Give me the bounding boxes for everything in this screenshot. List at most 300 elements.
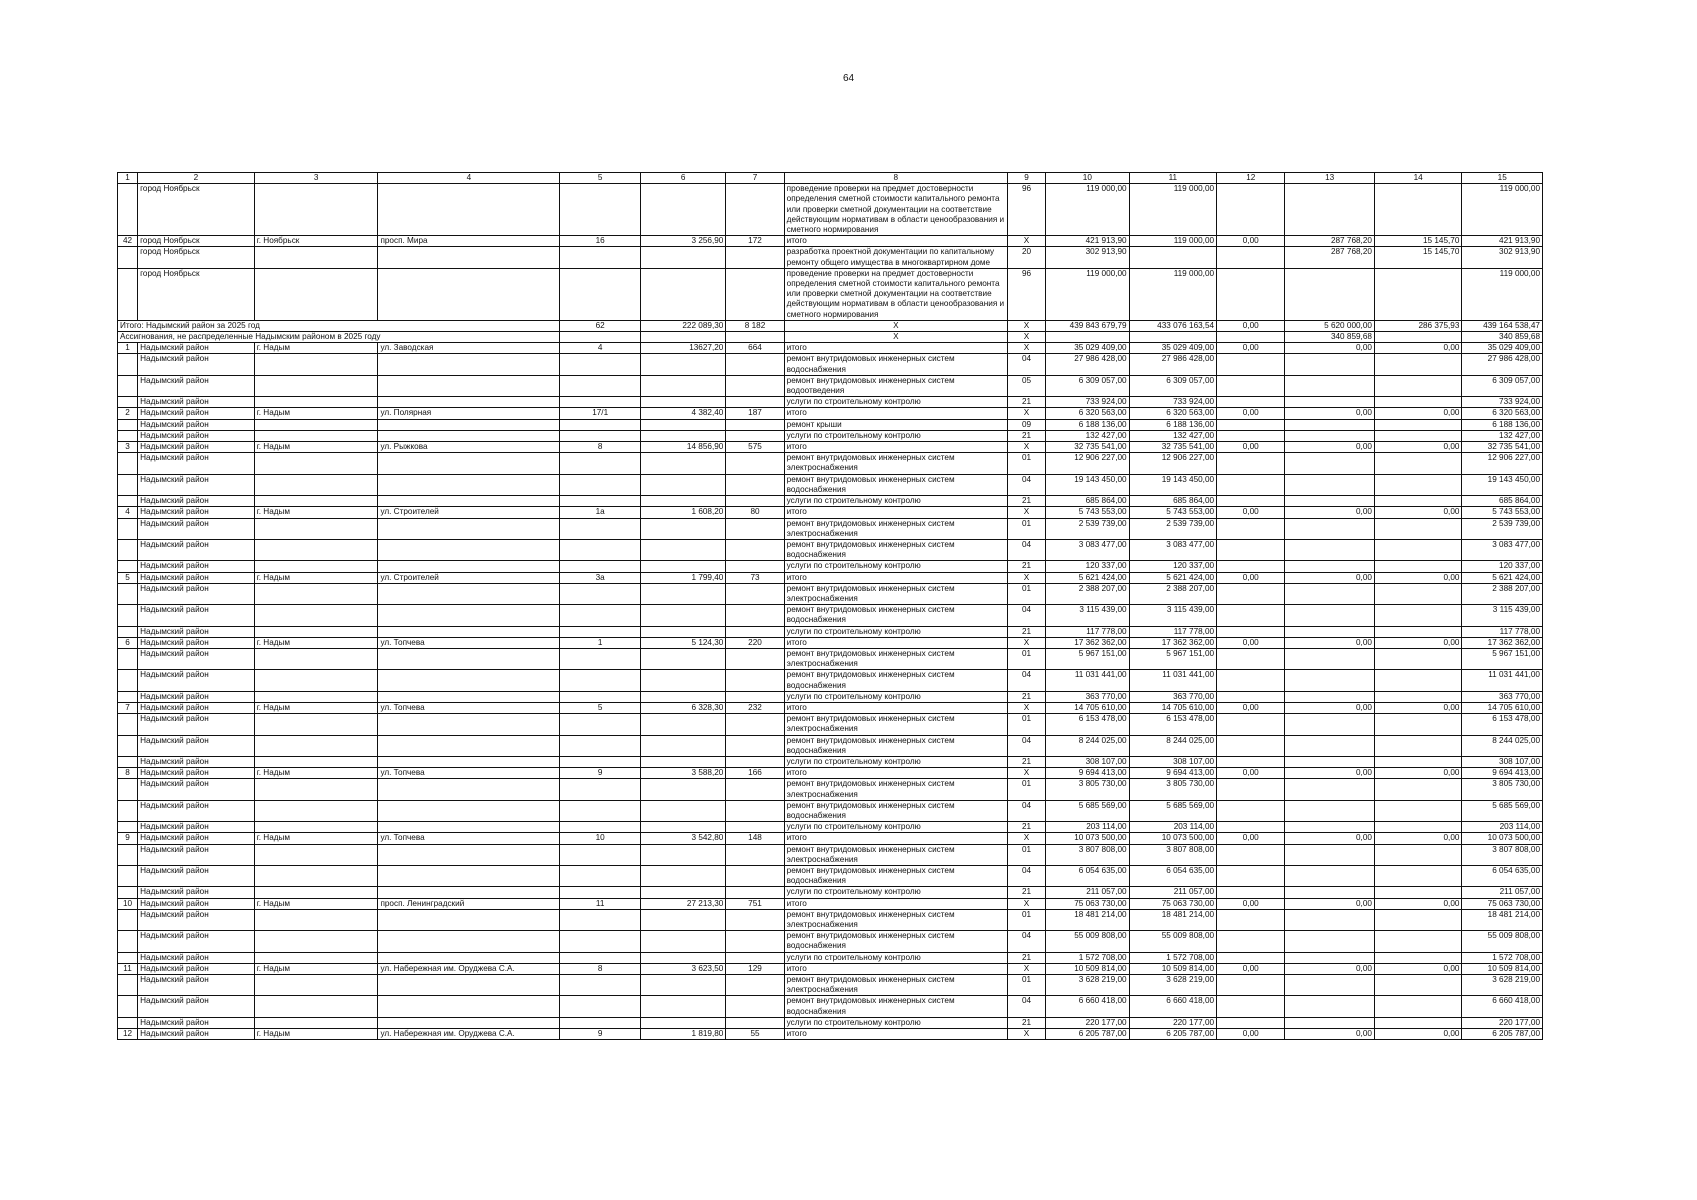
table-cell	[1374, 496, 1461, 507]
table-cell: 132 427,00	[1462, 430, 1543, 441]
table-cell: 120 337,00	[1129, 561, 1216, 572]
table-cell	[560, 931, 640, 952]
table-cell: Надымский район	[138, 931, 255, 952]
table-cell	[1285, 909, 1375, 930]
table-cell: Х	[1007, 1029, 1045, 1040]
table-cell	[118, 887, 138, 898]
table-cell: 6 660 418,00	[1129, 996, 1216, 1017]
table-cell: 4 382,40	[640, 408, 725, 419]
table-cell: 3 807 808,00	[1129, 844, 1216, 865]
work-type-cell: итого	[784, 768, 1007, 779]
work-type-cell: проведение проверки на предмет достоверности определения сметной стоимости капитального ремонта или проверки сметной документации на соответствие действующим нормативам в области ценообразования и сметного нормирования	[784, 268, 1007, 320]
table-row	[118, 779, 1543, 800]
table-cell: 11	[560, 898, 640, 909]
table-cell: 0,00	[1374, 768, 1461, 779]
table-row	[118, 408, 1543, 419]
table-cell	[378, 670, 560, 691]
table-cell: 3 628 219,00	[1462, 975, 1543, 996]
table-cell	[254, 822, 378, 833]
table-cell: 04	[1007, 735, 1045, 756]
table-cell: 75 063 730,00	[1129, 898, 1216, 909]
table-cell: 733 924,00	[1046, 397, 1129, 408]
table-cell	[254, 354, 378, 375]
table-cell: 187	[726, 408, 784, 419]
table-cell: 0,00	[1217, 408, 1285, 419]
table-cell	[118, 779, 138, 800]
table-cell	[726, 626, 784, 637]
table-cell	[726, 975, 784, 996]
table-cell	[1285, 397, 1375, 408]
table-cell: 6 328,30	[640, 702, 725, 713]
table-cell: 3 628 219,00	[1046, 975, 1129, 996]
table-cell: 119 000,00	[1129, 268, 1216, 320]
table-cell	[1374, 583, 1461, 604]
table-cell: 203 114,00	[1046, 822, 1129, 833]
table-cell: 73	[726, 572, 784, 583]
table-cell	[560, 648, 640, 669]
table-cell: 35 029 409,00	[1046, 343, 1129, 354]
table-cell	[1129, 247, 1216, 268]
table-cell	[1217, 518, 1285, 539]
table-cell	[378, 756, 560, 767]
table-cell	[560, 332, 640, 343]
table-cell	[118, 268, 138, 320]
table-row	[118, 909, 1543, 930]
table-cell: 3 256,90	[640, 236, 725, 247]
work-type-cell: итого	[784, 236, 1007, 247]
table-row	[118, 572, 1543, 583]
table-cell: 575	[726, 442, 784, 453]
table-row	[118, 626, 1543, 637]
table-cell	[378, 419, 560, 430]
table-row	[118, 887, 1543, 898]
table-cell: 10 073 500,00	[1046, 833, 1129, 844]
table-cell: Надымский район	[138, 419, 255, 430]
table-cell: 3а	[560, 572, 640, 583]
table-cell: 2 539 739,00	[1129, 518, 1216, 539]
table-row	[118, 637, 1543, 648]
table-cell: 222 089,30	[640, 320, 725, 331]
table-cell	[378, 1017, 560, 1028]
table-cell	[1217, 756, 1285, 767]
table-cell: Надымский район	[138, 539, 255, 560]
table-cell: 421 913,90	[1462, 236, 1543, 247]
table-cell	[118, 453, 138, 474]
table-cell	[378, 354, 560, 375]
table-cell: 0,00	[1374, 507, 1461, 518]
work-type-cell: ремонт внутридомовых инженерных систем электроснабжения	[784, 844, 1007, 865]
table-cell	[560, 605, 640, 626]
table-cell	[1217, 605, 1285, 626]
table-cell	[378, 430, 560, 441]
table-cell	[254, 268, 378, 320]
table-cell: Надымский район	[138, 637, 255, 648]
table-cell	[254, 397, 378, 408]
column-header: 6	[640, 173, 725, 184]
table-cell: Х	[1007, 898, 1045, 909]
table-cell	[1285, 474, 1375, 495]
table-cell: 119 000,00	[1046, 184, 1129, 236]
table-cell	[254, 648, 378, 669]
table-cell	[254, 691, 378, 702]
table-cell: 80	[726, 507, 784, 518]
table-cell	[640, 931, 725, 952]
work-type-cell: ремонт внутридомовых инженерных систем водоотведения	[784, 375, 1007, 396]
table-cell: 3 083 477,00	[1046, 539, 1129, 560]
table-row	[118, 648, 1543, 669]
work-type-cell: услуги по строительному контролю	[784, 1017, 1007, 1028]
table-cell: 3 628 219,00	[1129, 975, 1216, 996]
table-cell	[640, 184, 725, 236]
table-row	[118, 898, 1543, 909]
table-cell	[726, 1017, 784, 1028]
table-cell: Надымский район	[138, 963, 255, 974]
table-cell	[1217, 561, 1285, 572]
table-cell: 04	[1007, 354, 1045, 375]
table-cell: 01	[1007, 844, 1045, 865]
table-cell	[726, 779, 784, 800]
table-cell	[726, 397, 784, 408]
table-cell: Надымский район	[138, 866, 255, 887]
table-cell	[118, 714, 138, 735]
table-cell: 21	[1007, 691, 1045, 702]
work-type-cell: услуги по строительному контролю	[784, 496, 1007, 507]
table-row	[118, 702, 1543, 713]
table-cell: 0,00	[1285, 408, 1375, 419]
table-cell	[254, 996, 378, 1017]
table-cell: 5 621 424,00	[1462, 572, 1543, 583]
table-cell: 3	[118, 442, 138, 453]
table-cell	[560, 975, 640, 996]
table-cell	[1285, 714, 1375, 735]
table-cell	[254, 887, 378, 898]
table-cell	[726, 539, 784, 560]
table-cell: 6 320 563,00	[1462, 408, 1543, 419]
table-cell	[560, 735, 640, 756]
table-cell	[1374, 887, 1461, 898]
work-type-cell: услуги по строительному контролю	[784, 952, 1007, 963]
table-cell	[726, 866, 784, 887]
table-cell	[640, 866, 725, 887]
table-cell	[640, 474, 725, 495]
table-cell	[1217, 354, 1285, 375]
table-cell	[1285, 453, 1375, 474]
column-header: 12	[1217, 173, 1285, 184]
table-row	[118, 1029, 1543, 1040]
table-cell	[1285, 866, 1375, 887]
work-type-cell: услуги по строительному контролю	[784, 887, 1007, 898]
table-cell	[1217, 909, 1285, 930]
table-cell: 6	[118, 637, 138, 648]
table-cell	[378, 996, 560, 1017]
table-cell	[560, 474, 640, 495]
table-cell: 6 309 057,00	[1046, 375, 1129, 396]
table-cell	[118, 931, 138, 952]
table-row	[118, 320, 1543, 331]
work-type-cell: итого	[784, 442, 1007, 453]
table-cell: 0,00	[1217, 637, 1285, 648]
table-cell	[640, 648, 725, 669]
table-cell: 3 588,20	[640, 768, 725, 779]
table-cell	[1285, 583, 1375, 604]
table-cell	[560, 952, 640, 963]
table-cell: Надымский район	[138, 626, 255, 637]
table-cell	[118, 866, 138, 887]
table-cell: 363 770,00	[1129, 691, 1216, 702]
table-cell: 0,00	[1217, 898, 1285, 909]
table-cell	[378, 952, 560, 963]
table-cell: 6 054 635,00	[1129, 866, 1216, 887]
table-cell: 10	[560, 833, 640, 844]
table-cell	[726, 735, 784, 756]
table-cell	[726, 909, 784, 930]
table-cell: 55 009 808,00	[1462, 931, 1543, 952]
table-cell	[640, 714, 725, 735]
table-cell: 5 967 151,00	[1462, 648, 1543, 669]
table-cell: 04	[1007, 670, 1045, 691]
table-cell: 09	[1007, 419, 1045, 430]
table-cell	[378, 184, 560, 236]
table-cell	[560, 887, 640, 898]
table-row	[118, 866, 1543, 887]
table-cell: Надымский район	[138, 756, 255, 767]
table-cell: 01	[1007, 714, 1045, 735]
table-cell: 132 427,00	[1129, 430, 1216, 441]
table-cell: город Ноябрьск	[138, 184, 255, 236]
table-cell	[1285, 975, 1375, 996]
table-cell: 0,00	[1285, 1029, 1375, 1040]
table-cell	[560, 779, 640, 800]
table-cell	[118, 474, 138, 495]
table-cell	[1217, 1017, 1285, 1028]
table-cell: 19 143 450,00	[1129, 474, 1216, 495]
work-type-cell: ремонт внутридомовых инженерных систем водоснабжения	[784, 800, 1007, 821]
table-cell	[1217, 539, 1285, 560]
table-cell: 10 509 814,00	[1129, 963, 1216, 974]
table-cell	[118, 247, 138, 268]
table-cell	[1285, 375, 1375, 396]
table-cell	[1217, 670, 1285, 691]
table-cell: 12 906 227,00	[1462, 453, 1543, 474]
table-cell: 21	[1007, 1017, 1045, 1028]
table-cell: ул. Полярная	[378, 408, 560, 419]
table-cell	[726, 354, 784, 375]
table-cell	[254, 909, 378, 930]
table-cell: 18 481 214,00	[1046, 909, 1129, 930]
column-header: 15	[1462, 173, 1543, 184]
table-cell: 1 608,20	[640, 507, 725, 518]
table-cell: 01	[1007, 453, 1045, 474]
column-header: 3	[254, 173, 378, 184]
table-cell	[1374, 539, 1461, 560]
table-cell: Надымский район	[138, 735, 255, 756]
table-cell	[1285, 756, 1375, 767]
table-cell: 01	[1007, 648, 1045, 669]
table-cell	[560, 626, 640, 637]
table-cell: Надымский район	[138, 354, 255, 375]
table-cell	[378, 822, 560, 833]
table-cell: 01	[1007, 779, 1045, 800]
table-cell: 340 859,68	[1285, 332, 1375, 343]
table-cell: 120 337,00	[1046, 561, 1129, 572]
work-type-cell: итого	[784, 637, 1007, 648]
table-cell	[118, 822, 138, 833]
column-header: 14	[1374, 173, 1461, 184]
table-cell	[640, 397, 725, 408]
table-cell: 05	[1007, 375, 1045, 396]
table-cell: 21	[1007, 952, 1045, 963]
table-cell: Х	[1007, 236, 1045, 247]
table-cell: 3 115 439,00	[1046, 605, 1129, 626]
table-cell: 14 705 610,00	[1046, 702, 1129, 713]
table-cell: Х	[784, 320, 1007, 331]
table-cell	[1217, 800, 1285, 821]
table-cell	[118, 539, 138, 560]
table-cell	[1285, 184, 1375, 236]
table-cell	[1374, 648, 1461, 669]
table-cell: 0,00	[1217, 1029, 1285, 1040]
table-row	[118, 184, 1543, 236]
table-cell	[254, 605, 378, 626]
column-header: 9	[1007, 173, 1045, 184]
table-cell: г. Надым	[254, 833, 378, 844]
table-cell	[1217, 952, 1285, 963]
table-cell: 302 913,90	[1046, 247, 1129, 268]
column-header: 2	[138, 173, 255, 184]
table-cell	[640, 354, 725, 375]
table-cell: 220	[726, 637, 784, 648]
table-cell: 5	[560, 702, 640, 713]
work-type-cell: итого	[784, 963, 1007, 974]
table-row	[118, 561, 1543, 572]
table-cell: 10	[118, 898, 138, 909]
summary-label: Ассигнования, не распределенные Надымским районом в 2025 году	[118, 332, 560, 343]
table-cell	[1374, 184, 1461, 236]
table-cell: 5	[118, 572, 138, 583]
column-header: 13	[1285, 173, 1375, 184]
table-row	[118, 453, 1543, 474]
table-cell	[640, 756, 725, 767]
table-cell	[378, 691, 560, 702]
table-cell	[1285, 430, 1375, 441]
table-cell	[378, 714, 560, 735]
table-cell	[726, 887, 784, 898]
table-cell: 18 481 214,00	[1129, 909, 1216, 930]
table-cell: 340 859,68	[1462, 332, 1543, 343]
table-cell: 363 770,00	[1462, 691, 1543, 702]
table-cell	[1285, 648, 1375, 669]
table-cell: 0,00	[1217, 572, 1285, 583]
table-cell: 14 705 610,00	[1462, 702, 1543, 713]
table-cell	[1374, 975, 1461, 996]
table-cell: Надымский район	[138, 975, 255, 996]
table-cell: 8	[118, 768, 138, 779]
table-cell: ул. Топчева	[378, 637, 560, 648]
table-cell: 6 188 136,00	[1462, 419, 1543, 430]
table-cell: 11 031 441,00	[1129, 670, 1216, 691]
table-cell	[254, 375, 378, 396]
table-cell	[726, 952, 784, 963]
table-cell	[1374, 996, 1461, 1017]
work-type-cell: итого	[784, 343, 1007, 354]
table-row	[118, 332, 1543, 343]
table-cell: 1а	[560, 507, 640, 518]
table-cell	[378, 605, 560, 626]
table-cell: 119 000,00	[1129, 236, 1216, 247]
work-type-cell: ремонт внутридомовых инженерных систем водоснабжения	[784, 735, 1007, 756]
table-cell: 21	[1007, 626, 1045, 637]
table-cell	[254, 714, 378, 735]
table-cell: 5 620 000,00	[1285, 320, 1375, 331]
table-cell	[1217, 626, 1285, 637]
table-cell	[118, 844, 138, 865]
table-cell: 6 205 787,00	[1462, 1029, 1543, 1040]
table-row	[118, 952, 1543, 963]
table-cell	[640, 887, 725, 898]
table-cell: 6 153 478,00	[1462, 714, 1543, 735]
table-cell	[726, 648, 784, 669]
table-cell	[118, 561, 138, 572]
table-cell: 117 778,00	[1462, 626, 1543, 637]
table-cell	[1285, 800, 1375, 821]
table-cell: г. Надым	[254, 572, 378, 583]
table-row	[118, 714, 1543, 735]
table-cell	[118, 996, 138, 1017]
table-cell	[726, 247, 784, 268]
table-cell: 19 143 450,00	[1046, 474, 1129, 495]
table-cell: Надымский район	[138, 397, 255, 408]
table-cell	[560, 268, 640, 320]
table-cell: Надымский район	[138, 1017, 255, 1028]
table-cell	[1217, 583, 1285, 604]
work-type-cell: итого	[784, 408, 1007, 419]
table-row	[118, 833, 1543, 844]
table-cell	[1217, 691, 1285, 702]
table-cell: 129	[726, 963, 784, 974]
table-cell: 6 153 478,00	[1129, 714, 1216, 735]
table-cell	[1374, 1017, 1461, 1028]
table-cell	[640, 268, 725, 320]
table-cell: Надымский район	[138, 408, 255, 419]
table-cell: 18 481 214,00	[1462, 909, 1543, 930]
table-cell	[560, 375, 640, 396]
table-cell: 04	[1007, 539, 1045, 560]
table-cell: Надымский район	[138, 833, 255, 844]
table-cell	[378, 844, 560, 865]
table-cell	[1285, 561, 1375, 572]
table-cell	[726, 714, 784, 735]
table-cell: 17 362 362,00	[1462, 637, 1543, 648]
table-cell: 751	[726, 898, 784, 909]
table-cell: 5 743 553,00	[1462, 507, 1543, 518]
table-cell	[726, 756, 784, 767]
table-cell: 9 694 413,00	[1046, 768, 1129, 779]
table-cell	[1374, 714, 1461, 735]
table-cell	[118, 496, 138, 507]
table-cell	[640, 453, 725, 474]
table-cell: ул. Набережная им. Оруджева С.А.	[378, 963, 560, 974]
work-type-cell: ремонт внутридомовых инженерных систем электроснабжения	[784, 583, 1007, 604]
table-cell: 0,00	[1374, 572, 1461, 583]
table-cell: 5 685 569,00	[1129, 800, 1216, 821]
table-cell: 119 000,00	[1462, 268, 1543, 320]
column-header: 5	[560, 173, 640, 184]
table-cell: 0,00	[1285, 637, 1375, 648]
table-cell	[254, 453, 378, 474]
table-cell: 6 309 057,00	[1462, 375, 1543, 396]
table-cell	[254, 844, 378, 865]
table-cell: 3 623,50	[640, 963, 725, 974]
